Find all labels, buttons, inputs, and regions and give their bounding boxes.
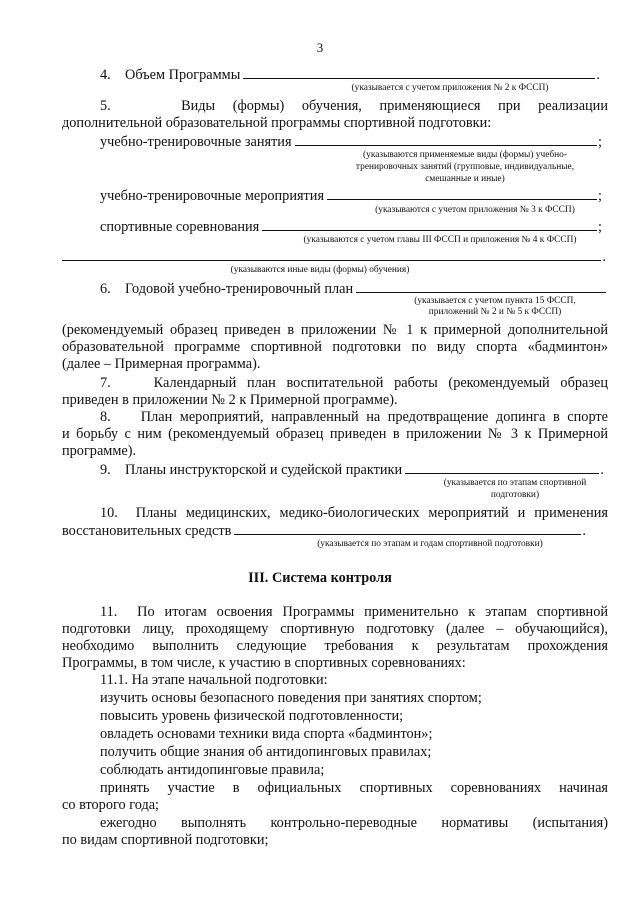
item-11-line-4: Программы, в том числе, к участию в спортивных соревнованиях: <box>62 655 466 671</box>
requirement-6-line-2: со второго года; <box>62 797 160 813</box>
item-6-line-3: образовательной программе спортивной подготовки по виду спорта «бадминтон» <box>62 339 608 355</box>
item-9-text: 9. Планы инструкторской и судейской практики <box>100 462 403 478</box>
item-6-note-2: приложений № 2 и № 5 к ФССП) <box>428 307 562 317</box>
item-5-competitions-blank <box>262 218 597 231</box>
item-5-classes-note-3: смешанные и иные) <box>425 174 505 184</box>
item-6-blank <box>356 280 606 293</box>
item-4-line <box>100 66 600 84</box>
requirement-5: соблюдать антидопинговые правила; <box>100 762 325 778</box>
item-9-line <box>100 461 604 479</box>
item-5-line-2: дополнительной образовательной программы спортивной подготовки: <box>62 115 492 131</box>
item-5-events-note: (указываются с учетом приложения № 3 к ФССП) <box>375 205 575 215</box>
item-10-line-2 <box>62 522 586 540</box>
item-10-end: . <box>582 523 586 539</box>
item-9-end: . <box>600 462 604 478</box>
item-5-other-end: . <box>602 249 606 265</box>
item-5-classes-line <box>100 133 602 151</box>
item-4-blank <box>243 66 595 79</box>
item-9-note-2: подготовки) <box>490 490 540 500</box>
item-10-text: восстановительных средств <box>62 523 232 539</box>
requirement-2: повысить уровень физической подготовленности; <box>100 708 404 724</box>
item-7-line-1: 7. Календарный план воспитательной работы (рекомендуемый образец <box>100 375 608 391</box>
item-4-text: 4. Объем Программы <box>100 67 241 83</box>
item-4-end: . <box>596 67 600 83</box>
item-6-note-1: (указывается с учетом пункта 15 ФССП, <box>414 296 576 306</box>
item-8-line-3: программе). <box>62 443 137 459</box>
item-5-events-blank <box>327 187 597 200</box>
item-11-line-1: 11. По итогам освоения Программы применительно к этапам спортивной <box>100 604 608 620</box>
item-10-note: (указывается по этапам и годам спортивной подготовки) <box>317 539 543 549</box>
item-5-competitions-text: спортивные соревнования <box>100 219 260 235</box>
item-4-note: (указывается с учетом приложения № 2 к ФССП) <box>351 83 549 93</box>
item-11-1-heading: 11.1. На этапе начальной подготовки: <box>100 672 328 688</box>
item-9-blank <box>405 461 599 474</box>
item-8-line-2: и борьбу с ним (рекомендуемый образец приведен в приложении № 3 к Примерной <box>62 426 608 442</box>
item-5-events-text: учебно-тренировочные мероприятия <box>100 188 325 204</box>
requirement-7-line-1: ежегодно выполнять контрольно-переводные нормативы (испытания) <box>100 815 608 831</box>
item-5-other-blank <box>62 248 601 261</box>
item-5-classes-note-1: (указываются применяемые виды (формы) учебно- <box>363 150 567 160</box>
item-7-line-2: приведен в приложении № 2 к Примерной программе). <box>62 392 398 408</box>
item-5-classes-text: учебно-тренировочные занятия <box>100 134 292 150</box>
item-5-classes-blank <box>295 133 597 146</box>
item-9-note-1: (указывается по этапам спортивной <box>443 478 587 488</box>
page-number: 3 <box>316 40 324 55</box>
section-title: III. Система контроля <box>248 570 392 586</box>
item-5-classes-end: ; <box>598 134 602 150</box>
requirement-1: изучить основы безопасного поведения при занятиях спортом; <box>100 690 482 706</box>
item-11-line-3: необходимо выполнить следующие требования к результатам прохождения <box>62 638 608 654</box>
requirement-7-line-2: по видам спортивной подготовки; <box>62 832 269 848</box>
requirement-6-line-1: принять участие в официальных спортивных соревнованиях начиная <box>100 780 608 796</box>
item-5-competitions-note: (указываются с учетом главы III ФССП и приложения № 4 к ФССП) <box>303 235 577 245</box>
item-5-other-note: (указываются иные виды (формы) обучения) <box>230 265 410 275</box>
item-6-line-4: (далее – Примерная программа). <box>62 356 261 372</box>
item-5-other-line <box>62 248 606 266</box>
requirement-4: получить общие знания об антидопинговых правилах; <box>100 744 432 760</box>
item-5-classes-note-2: тренировочных занятий (групповые, индивидуальные, <box>355 162 575 172</box>
item-6-line-2: (рекомендуемый образец приведен в приложении № 1 к примерной дополнительной <box>62 322 608 338</box>
item-10-line-1: 10. Планы медицинских, медико-биологических мероприятий и применения <box>100 505 608 521</box>
item-5-line-1: 5. Виды (формы) обучения, применяющиеся при реализации <box>100 98 608 114</box>
requirement-3: овладеть основами техники вида спорта «бадминтон»; <box>100 726 433 742</box>
item-5-events-end: ; <box>598 188 602 204</box>
item-6-text: 6. Годовой учебно-тренировочный план <box>100 281 354 297</box>
item-8-line-1: 8. План мероприятий, направленный на предотвращение допинга в спорте <box>100 409 608 425</box>
item-5-events-line <box>100 187 602 205</box>
item-11-line-2: подготовки лицу, проходящему спортивную подготовку (далее – обучающийся), <box>62 621 608 637</box>
item-5-competitions-line <box>100 218 602 236</box>
item-5-competitions-end: ; <box>598 219 602 235</box>
item-10-blank <box>234 522 581 535</box>
